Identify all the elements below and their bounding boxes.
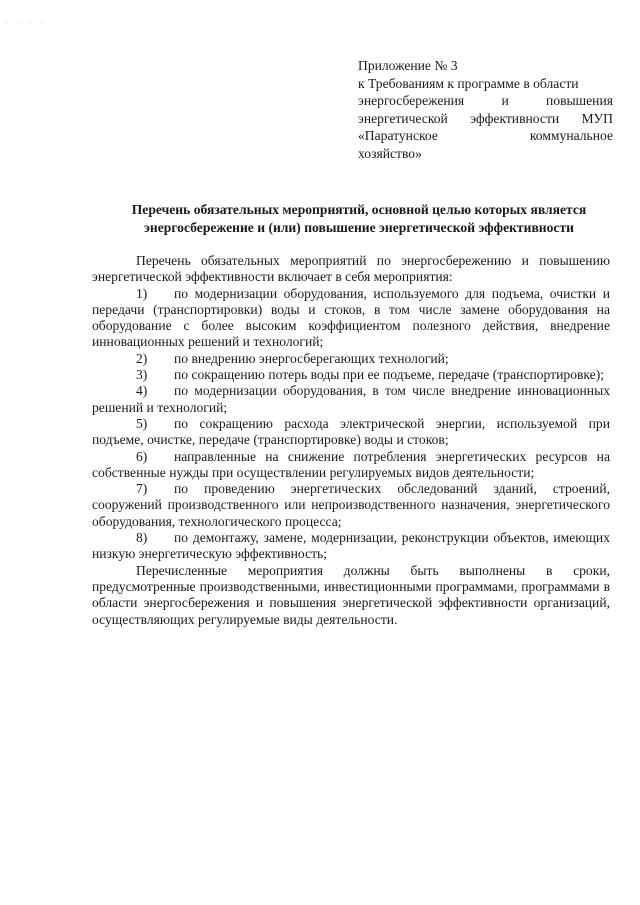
intro-paragraph: Перечень обязательных мероприятий по энергосбережению и повышению энергетической эффективности включает в себя мероприятия: xyxy=(92,253,610,285)
list-item xyxy=(92,286,610,351)
item-number: 6) xyxy=(136,448,148,464)
appendix-line: «Паратунское коммунальное xyxy=(358,128,613,143)
appendix-line: энергетической эффективности МУП xyxy=(358,110,613,126)
list-item xyxy=(92,449,610,482)
scan-marks: . . . . xyxy=(6,18,48,25)
closing-paragraph: Перечисленные мероприятия должны быть выполнены в сроки, предусмотренные производственными, инвестиционными программами, программами в области энергосбережения и повышения энергетической эффективности организаций, осуществляющих регулируемые виды деятельности. xyxy=(92,562,610,627)
list-item xyxy=(92,481,610,530)
item-number: 8) xyxy=(136,530,148,546)
appendix-line: энергосбережения и повышения xyxy=(358,93,613,108)
document-body xyxy=(92,253,610,628)
item-number: 2) xyxy=(136,350,148,366)
item-text: по проведению энергетических обследований зданий, строений, сооружений производственного или непроизводственного назначения, энергетического оборудования, технологического процесса; xyxy=(92,481,610,529)
item-text: по сокращению расхода электрической энергии, используемой при подъеме, очистке, передаче (транспортировке) воды и стоков; xyxy=(92,415,610,448)
appendix-line: хозяйство» xyxy=(358,145,422,161)
appendix-note xyxy=(358,57,613,162)
item-text: направленные на снижение потребления энергетических ресурсов на собственные нужды при осуществлении регулируемых видов деятельности; xyxy=(92,448,610,480)
list-item xyxy=(92,416,610,449)
item-text: по модернизации оборудования, используемого для подъема, очистки и передачи (транспортировки) воды и стоков, в том числе замене оборудования на оборудование с более высоким коэффициентом полезного действия, внедрение инновационных решений и технологий; xyxy=(92,285,610,350)
list-item xyxy=(92,351,610,367)
item-text: по модернизации оборудования, в том числе внедрение инновационных решений и технологий; xyxy=(92,383,610,415)
item-text: по внедрению энергосберегающих технологий; xyxy=(174,350,449,366)
document-heading: Перечень обязательных мероприятий, основной целью которых является энергосбережение и (или) повышение энергетической эффективности xyxy=(131,202,587,235)
item-number: 4) xyxy=(136,383,148,399)
list-item xyxy=(92,530,610,563)
item-number: 3) xyxy=(136,367,148,383)
item-number: 5) xyxy=(136,415,148,431)
item-number: 7) xyxy=(136,481,148,497)
item-number: 1) xyxy=(136,285,148,301)
list-item xyxy=(92,383,610,416)
appendix-line: к Требованиям к программе в области xyxy=(358,75,579,91)
appendix-line: Приложение № 3 xyxy=(358,58,458,73)
item-text: по демонтажу, замене, модернизации, реконструкции объектов, имеющих низкую энергетическую эффективность; xyxy=(92,530,610,562)
item-text: по сокращению потерь воды при ее подъеме, передаче (транспортировке); xyxy=(174,367,605,383)
list-item xyxy=(92,367,610,383)
